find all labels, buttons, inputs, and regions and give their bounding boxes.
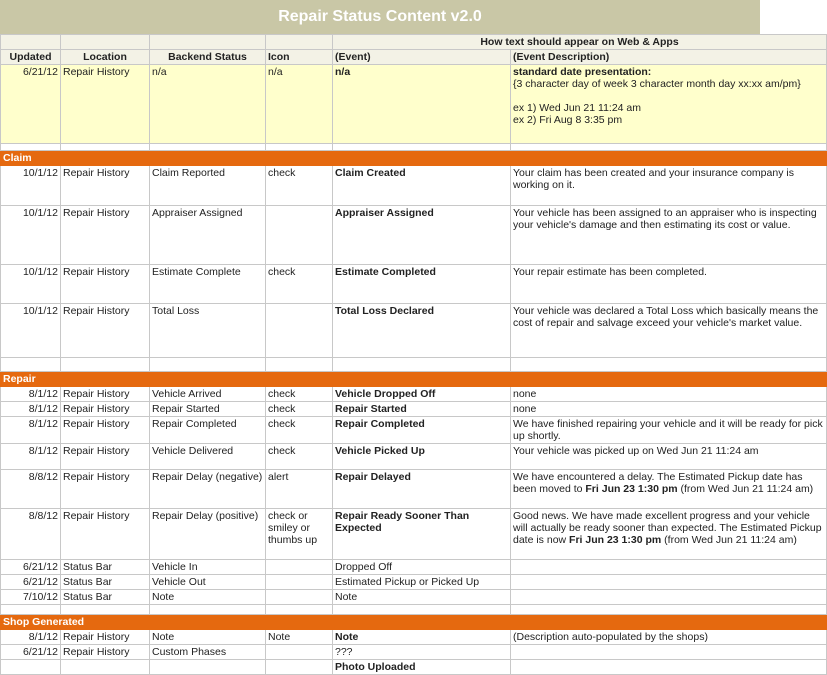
cell-updated[interactable]: 10/1/12 <box>1 265 61 304</box>
table-row <box>1 645 827 660</box>
cell-location[interactable]: Repair History <box>61 265 150 304</box>
table-row <box>1 575 827 590</box>
col-event[interactable]: (Event) <box>333 50 511 65</box>
desc-format: {3 character day of week 3 character month day xx:xx am/pm} <box>513 78 801 90</box>
cell-description[interactable] <box>511 470 827 509</box>
cell-event[interactable]: Repair Delayed <box>333 470 511 509</box>
cell-event[interactable]: Total Loss Declared <box>333 304 511 358</box>
cell-updated[interactable]: 8/1/12 <box>1 630 61 645</box>
cell-backend[interactable]: Vehicle In <box>150 560 266 575</box>
cell-description[interactable] <box>511 590 827 605</box>
cell-location[interactable] <box>61 660 150 675</box>
cell-description[interactable]: Your vehicle was picked up on Wed Jun 21 11:24 am <box>511 444 827 470</box>
cell-description[interactable]: none <box>511 402 827 417</box>
cell-icon[interactable]: check <box>266 402 333 417</box>
cell-backend[interactable]: Note <box>150 630 266 645</box>
cell-description[interactable] <box>511 65 827 144</box>
cell-updated[interactable]: 10/1/12 <box>1 206 61 265</box>
table-row <box>1 509 827 560</box>
col-updated[interactable]: Updated <box>1 50 61 65</box>
table-row <box>1 444 827 470</box>
cell-event[interactable]: Repair Started <box>333 402 511 417</box>
cell-description[interactable] <box>511 509 827 560</box>
cell-event[interactable]: Note <box>333 590 511 605</box>
cell-location[interactable]: Repair History <box>61 509 150 560</box>
header-cell <box>150 35 266 50</box>
cell-event[interactable]: Claim Created <box>333 166 511 206</box>
cell-updated[interactable]: 6/21/12 <box>1 645 61 660</box>
cell-icon[interactable] <box>266 560 333 575</box>
section-claim <box>1 151 827 166</box>
cell-event[interactable]: Vehicle Picked Up <box>333 444 511 470</box>
header-row-top <box>1 35 827 50</box>
cell-backend[interactable]: Estimate Complete <box>150 265 266 304</box>
header-cell <box>61 35 150 50</box>
blank-row <box>1 358 827 372</box>
cell-event[interactable]: Photo Uploaded <box>333 660 511 675</box>
cell-location[interactable]: Repair History <box>61 470 150 509</box>
cell-event[interactable]: Repair Ready Sooner Than Expected <box>333 509 511 560</box>
cell-icon[interactable]: Note <box>266 630 333 645</box>
cell-description[interactable] <box>511 660 827 675</box>
cell-event[interactable]: Note <box>333 630 511 645</box>
table-row <box>1 206 827 265</box>
sheet-title: Repair Status Content v2.0 <box>0 0 760 35</box>
cell-event[interactable]: Estimated Pickup or Picked Up <box>333 575 511 590</box>
table-row <box>1 417 827 444</box>
cell-icon[interactable]: check <box>266 265 333 304</box>
cell-backend[interactable]: Vehicle Arrived <box>150 387 266 402</box>
table-row <box>1 590 827 605</box>
cell-backend[interactable]: Repair Started <box>150 402 266 417</box>
desc-text: (from Wed Jun 21 11:24 am) <box>661 534 797 546</box>
cell-icon[interactable] <box>266 206 333 265</box>
desc-example-2: ex 2) Fri Aug 8 3:35 pm <box>513 114 623 126</box>
cell-location[interactable]: Repair History <box>61 206 150 265</box>
blank-row <box>1 144 827 151</box>
header-web-apps: How text should appear on Web & Apps <box>333 35 827 50</box>
desc-text: Good news. We have made excellent progress and your vehicle will actually be ready sooner than expected. The Estimated Pickup date is now <box>513 510 822 546</box>
table-row <box>1 560 827 575</box>
cell-description[interactable]: Your vehicle was declared a Total Loss which basically means the cost of repair and salvage exceed your vehicle's market value. <box>511 304 827 358</box>
table-row <box>1 304 827 358</box>
cell-description[interactable]: (Description auto-populated by the shops) <box>511 630 827 645</box>
section-label[interactable]: Shop Generated <box>1 615 827 630</box>
table-row <box>1 65 827 144</box>
cell-icon[interactable]: alert <box>266 470 333 509</box>
section-label[interactable]: Repair <box>1 372 827 387</box>
cell-updated[interactable]: 6/21/12 <box>1 65 61 144</box>
section-label[interactable]: Claim <box>1 151 827 166</box>
cell-updated[interactable]: 8/8/12 <box>1 509 61 560</box>
cell-description[interactable]: Your vehicle has been assigned to an appraiser who is inspecting your vehicle's damage and then estimating its cost or value. <box>511 206 827 265</box>
cell-updated[interactable]: 6/21/12 <box>1 560 61 575</box>
cell-icon[interactable] <box>266 590 333 605</box>
cell-location[interactable]: Repair History <box>61 417 150 444</box>
cell-event[interactable]: Appraiser Assigned <box>333 206 511 265</box>
blank-row <box>1 605 827 615</box>
cell-location[interactable]: Repair History <box>61 402 150 417</box>
cell-event[interactable]: Estimate Completed <box>333 265 511 304</box>
status-table <box>0 34 827 675</box>
table-row <box>1 630 827 645</box>
cell-description[interactable] <box>511 560 827 575</box>
cell-updated[interactable]: 10/1/12 <box>1 166 61 206</box>
cell-event[interactable]: Repair Completed <box>333 417 511 444</box>
col-icon[interactable]: Icon <box>266 50 333 65</box>
cell-icon[interactable]: check <box>266 417 333 444</box>
col-location[interactable]: Location <box>61 50 150 65</box>
col-backend-status[interactable]: Backend Status <box>150 50 266 65</box>
cell-updated[interactable]: 10/1/12 <box>1 304 61 358</box>
cell-icon[interactable]: check or smiley or thumbs up <box>266 509 333 560</box>
cell-updated[interactable]: 8/1/12 <box>1 387 61 402</box>
cell-updated[interactable]: 7/10/12 <box>1 590 61 605</box>
cell-updated[interactable] <box>1 660 61 675</box>
cell-backend[interactable]: Total Loss <box>150 304 266 358</box>
cell-backend[interactable]: Repair Delay (positive) <box>150 509 266 560</box>
cell-location[interactable]: Status Bar <box>61 575 150 590</box>
cell-updated[interactable]: 8/1/12 <box>1 417 61 444</box>
cell-backend[interactable]: Repair Completed <box>150 417 266 444</box>
cell-event[interactable]: n/a <box>333 65 511 144</box>
cell-icon[interactable] <box>266 304 333 358</box>
cell-backend[interactable]: Repair Delay (negative) <box>150 470 266 509</box>
cell-backend[interactable]: Vehicle Out <box>150 575 266 590</box>
cell-event[interactable]: Dropped Off <box>333 560 511 575</box>
cell-backend[interactable]: Appraiser Assigned <box>150 206 266 265</box>
header-cell <box>1 35 61 50</box>
cell-icon[interactable]: check <box>266 387 333 402</box>
cell-backend[interactable] <box>150 660 266 675</box>
cell-location[interactable]: Repair History <box>61 645 150 660</box>
cell-backend[interactable]: Vehicle Delivered <box>150 444 266 470</box>
cell-description[interactable]: We have finished repairing your vehicle and it will be ready for pick up shortly. <box>511 417 827 444</box>
cell-location[interactable]: Repair History <box>61 444 150 470</box>
cell-description[interactable] <box>511 575 827 590</box>
desc-date: Fri Jun 23 1:30 pm <box>569 534 662 546</box>
cell-location[interactable]: Repair History <box>61 65 150 144</box>
section-repair <box>1 372 827 387</box>
header-row <box>1 50 827 65</box>
cell-event[interactable]: ??? <box>333 645 511 660</box>
cell-backend[interactable]: Custom Phases <box>150 645 266 660</box>
table-row <box>1 402 827 417</box>
cell-description[interactable]: Your claim has been created and your insurance company is working on it. <box>511 166 827 206</box>
cell-description[interactable]: Your repair estimate has been completed. <box>511 265 827 304</box>
cell-event[interactable]: Vehicle Dropped Off <box>333 387 511 402</box>
cell-location[interactable]: Status Bar <box>61 590 150 605</box>
cell-icon[interactable] <box>266 575 333 590</box>
cell-updated[interactable]: 8/1/12 <box>1 444 61 470</box>
cell-location[interactable]: Repair History <box>61 387 150 402</box>
desc-text: We have encountered a delay. The Estimated Pickup date has been moved to <box>513 471 803 495</box>
table-row <box>1 660 827 675</box>
table-row <box>1 166 827 206</box>
cell-icon[interactable]: check <box>266 444 333 470</box>
cell-location[interactable]: Repair History <box>61 166 150 206</box>
cell-location[interactable]: Repair History <box>61 304 150 358</box>
col-event-description[interactable]: (Event Description) <box>511 50 827 65</box>
header-cell <box>266 35 333 50</box>
cell-icon[interactable]: n/a <box>266 65 333 144</box>
desc-title: standard date presentation: <box>513 66 652 78</box>
cell-description[interactable]: none <box>511 387 827 402</box>
desc-text: (from Wed Jun 21 11:24 am) <box>677 483 814 495</box>
cell-location[interactable]: Status Bar <box>61 560 150 575</box>
cell-location[interactable]: Repair History <box>61 630 150 645</box>
desc-example-1: ex 1) Wed Jun 21 11:24 am <box>513 102 642 114</box>
cell-icon[interactable] <box>266 660 333 675</box>
cell-updated[interactable]: 8/8/12 <box>1 470 61 509</box>
section-shop-generated <box>1 615 827 630</box>
cell-icon[interactable]: check <box>266 166 333 206</box>
table-row <box>1 265 827 304</box>
cell-icon[interactable] <box>266 645 333 660</box>
cell-backend[interactable]: Claim Reported <box>150 166 266 206</box>
table-row <box>1 470 827 509</box>
cell-description[interactable] <box>511 645 827 660</box>
cell-updated[interactable]: 8/1/12 <box>1 402 61 417</box>
desc-date: Fri Jun 23 1:30 pm <box>585 483 678 495</box>
cell-backend[interactable]: Note <box>150 590 266 605</box>
table-row <box>1 387 827 402</box>
cell-updated[interactable]: 6/21/12 <box>1 575 61 590</box>
cell-backend[interactable]: n/a <box>150 65 266 144</box>
